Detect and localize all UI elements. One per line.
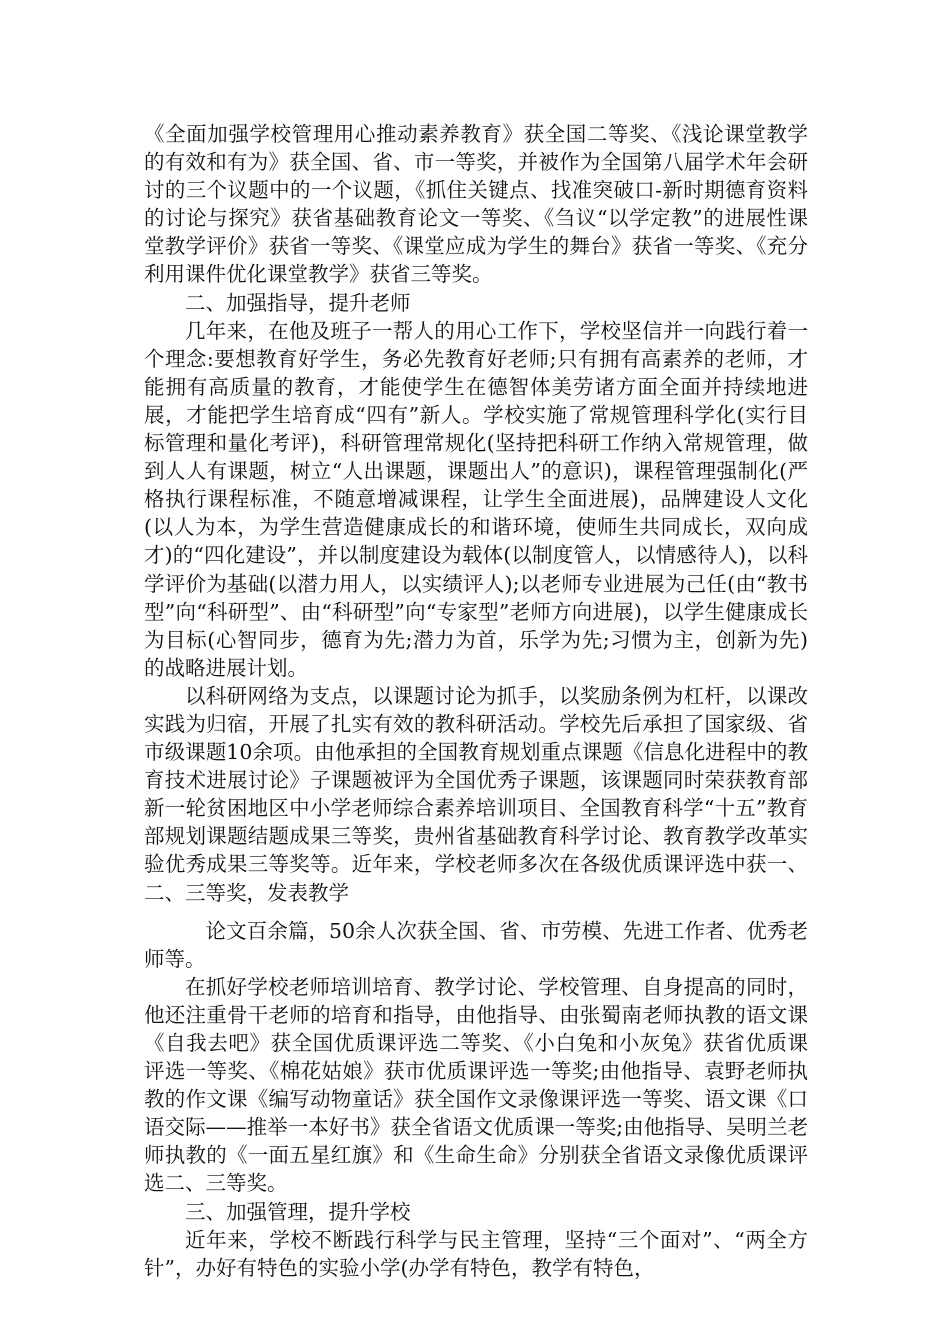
section-heading-3: 三、加强管理，提升学校 — [185, 1199, 411, 1224]
paragraph-awards-papers: 《全面加强学校管理用心推动素养教育》获全国二等奖、《浅论课堂教学的有效和有为》获全国、省、市一等奖，并被作为全国第八届学术年会研讨的三个议题中的一个议题，《抓住关键点、找准突破口-新时期德育资料的讨论与探究》获省基础教育论文一等奖、《刍议“以学定教”的进展性课堂教学评价》获省一等奖、《课堂应成为学生的舞台》获省一等奖、《充分利用课件优化课堂教学》获省三等奖。 — [144, 122, 808, 287]
paragraph-teacher-development: 几年来，在他及班子一帮人的用心工作下，学校坚信并一向践行着一个理念:要想教育好学生，务必先教育好老师;只有拥有高素养的老师，才能拥有高质量的教育，才能使学生在德智体美劳诸方面全面并持续地进展，才能把学生培育成“四有”新人。学校实施了常规管理科学化(实行目标管理和量化考评)，科研管理常规化(坚持把科研工作纳入常规管理，做到人人有课题，树立“人出课题，课题出人”的意识)，课程管理强制化(严格执行课程标准，不随意增减课程，让学生全面进展)，品牌建设人文化(以人为本，为学生营造健康成长的和谐环境，使师生共同成长，双向成才)的“四化建设”，并以制度建设为载体(以制度管人，以情感待人)，以科学评价为基础(以潜力用人，以实绩评人);以老师专业进展为己任(由“教书型”向“科研型”、由“科研型”向“专家型”老师方向进展)，以学生健康成长为目标(心智同步，德育为先;潜力为首，乐学为先;习惯为主，创新为先)的战略进展计划。 — [144, 318, 808, 680]
document-page — [144, 120, 808, 1282]
paragraph-papers-honors: 论文百余篇，50余人次获全国、省、市劳模、先进工作者、优秀老师等。 — [144, 918, 808, 971]
section-heading-2: 二、加强指导，提升老师 — [185, 290, 411, 315]
paragraph-school-management: 近年来，学校不断践行科学与民主管理，坚持“三个面对”、“两全方针”，办好有特色的实验小学(办学有特色，教学有特色， — [144, 1227, 808, 1280]
paragraph-backbone-teachers: 在抓好学校老师培训培育、教学讨论、学校管理、自身提高的同时，他还注重骨干老师的培育和指导，由他指导、由张蜀南老师执教的语文课《自我去吧》获全国优质课评选二等奖、《小白兔和小灰兔》获省优质课评选一等奖、《棉花姑娘》获市优质课评选一等奖;由他指导、袁野老师执教的作文课《编写动物童话》获全国作文录像课评选一等奖、语文课《口语交际——推举一本好书》获全省语文优质课一等奖;由他指导、吴明兰老师执教的《一面五星红旗》和《生命生命》分别获全省语文录像优质课评选二、三等奖。 — [144, 974, 808, 1196]
paragraph-research-activities: 以科研网络为支点，以课题讨论为抓手，以奖励条例为杠杆，以课改实践为归宿，开展了扎实有效的教科研活动。学校先后承担了国家级、省市级课题10余项。由他承担的全国教育规划重点课题《信息化进程中的教育技术进展讨论》子课题被评为全国优秀子课题，该课题同时荣获教育部新一轮贫困地区中小学老师综合素养培训项目、全国教育科学“十五”教育部规划课题结题成果三等奖，贵州省基础教育科学讨论、教育教学改革实验优秀成果三等奖等。近年来，学校老师多次在各级优质课评选中获一、二、三等奖，发表教学 — [144, 683, 808, 905]
